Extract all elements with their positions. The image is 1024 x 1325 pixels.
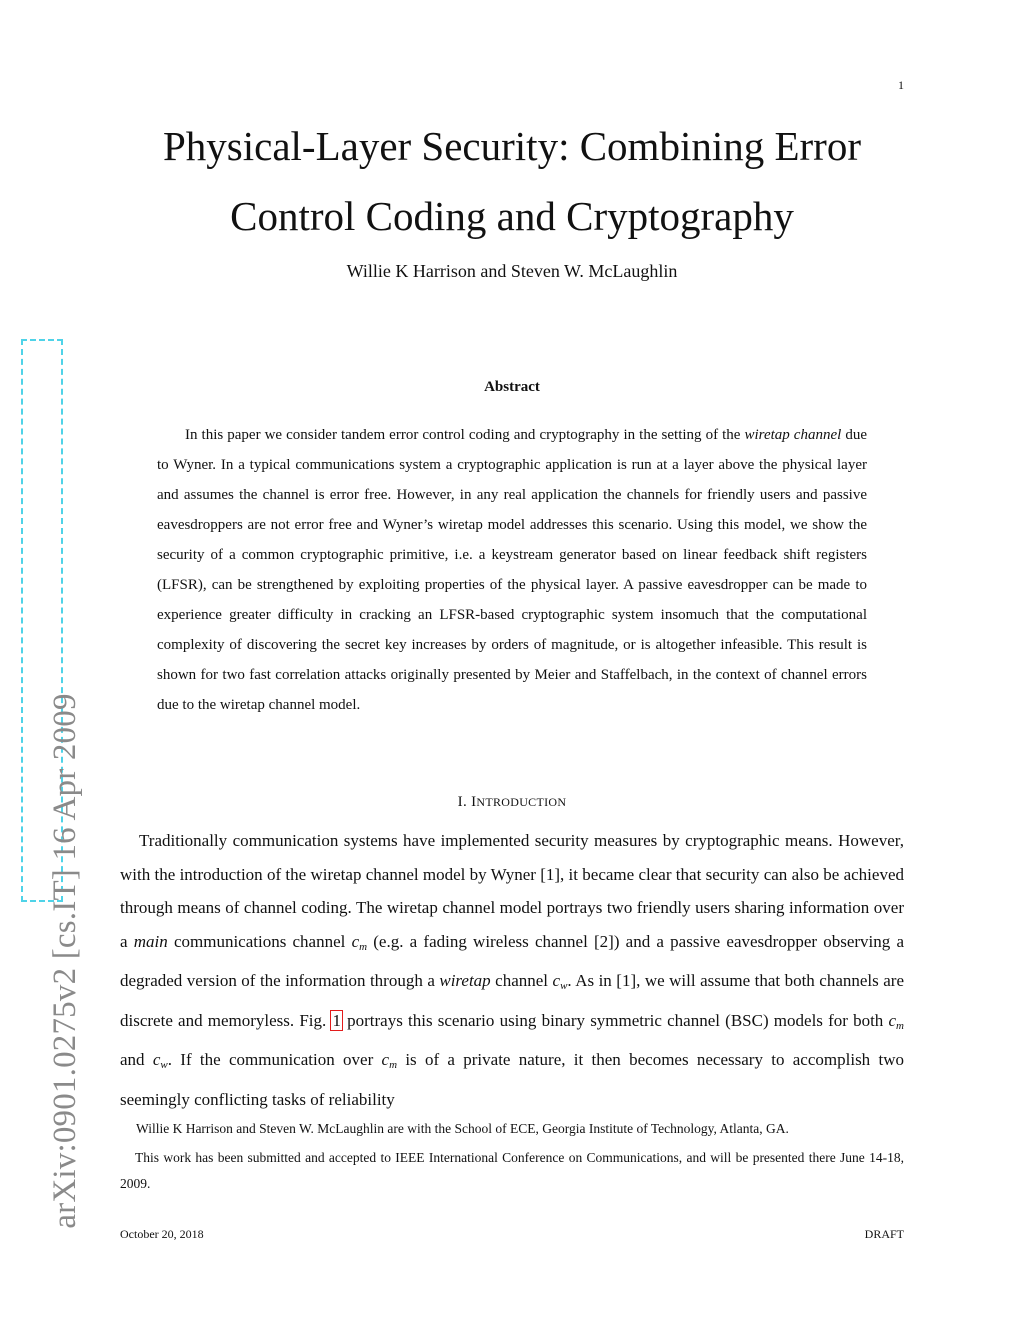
footer-date: October 20, 2018 (120, 1227, 204, 1241)
intro-text: (e.g. a fading wireless channel [2]) and a passive eavesdropper observing a degraded version of the information through a (120, 931, 905, 990)
abstract-heading: Abstract (484, 379, 540, 395)
abstract-text-rest: due to Wyner. In a typical communications system a cryptographic application is run at a layer above the physical layer and assumes the channel is error free. However, in any real application the channels for friendly users and passive eavesdroppers are not error free and Wyner’s wiretap model addresses this scenario. Using this model, we show the security of a common cryptographic primitive, i.e. a keystream generator based on linear feedback shift registers (LFSR), can be strengthened by exploiting properties of the physical layer. A passive eavesdropper can be made to experience greater difficulty in cracking an LFSR-based cryptographic system insomuch that the computational complexity of discovering the secret key increases by orders of magnitude, or is altogether infeasible. This result is shown for two fast correlation attacks originally presented by Meier and Staffelbach, in the context of channel errors due to the wiretap channel model. (157, 427, 867, 713)
abstract-text-start: In this paper we consider tandem error control coding and cryptography in the setting of the (185, 427, 745, 443)
math-subscript: w (560, 980, 568, 992)
intro-wiretap-emphasis: wiretap (439, 971, 491, 990)
math-c-m (352, 932, 368, 951)
math-c-m (382, 1050, 398, 1069)
math-subscript: w (160, 1059, 168, 1071)
math-variable: c (888, 1010, 897, 1030)
intro-main-emphasis: main (133, 931, 168, 951)
footnote-submission: This work has been submitted and accepted to IEEE International Conference on Communications, and will be presented there June 14-18, 2009. (120, 1150, 904, 1191)
math-subscript: m (389, 1059, 398, 1071)
introduction-paragraph (120, 824, 904, 1116)
abstract-body (157, 420, 867, 720)
paper-title (120, 111, 904, 251)
page-number: 1 (898, 78, 904, 92)
intro-text: . If the communication over (167, 1050, 382, 1069)
section-title-smallcaps: NTRODUCTION (476, 795, 567, 809)
intro-text: and (120, 1050, 153, 1069)
arxiv-identifier-stamp[interactable] (21, 339, 83, 1229)
math-c-w (153, 1050, 168, 1069)
figure-reference-link[interactable]: 1 (332, 1010, 341, 1030)
author-list: Willie K Harrison and Steven W. McLaughlin (346, 261, 678, 281)
math-variable: c (552, 971, 561, 990)
math-subscript: m (359, 940, 368, 953)
intro-text: channel (490, 971, 553, 990)
intro-text: Traditionally communication systems have implemented security measures by cryptographic means. However, with the introduction of the wiretap channel model by Wyner [1], it became clear that security can also be achieved through means of channel coding. The wiretap channel model portrays two friendly users sharing information over a (120, 831, 904, 951)
math-c-w (553, 971, 568, 990)
math-variable: c (152, 1050, 161, 1069)
footer-draft-label: DRAFT (864, 1227, 904, 1241)
arxiv-identifier-text: arXiv:0901.0275v2 [cs.IT] 16 Apr 2009 (47, 693, 83, 1229)
intro-text: . As in [1], we will assume that both channels are discrete and memoryless. Fig. (120, 971, 904, 1030)
section-number: I. (457, 794, 468, 810)
intro-text: portrays this scenario using binary symmetric channel (BSC) models for both (341, 1010, 889, 1030)
math-variable: c (351, 931, 360, 951)
footnote-affiliation: Willie K Harrison and Steven W. McLaughlin are with the School of ECE, Georgia Institute of Technology, Atlanta, GA. (136, 1121, 789, 1136)
math-c-m (889, 1011, 905, 1030)
intro-text: is of a private nature, it then becomes necessary to accomplish two seemingly conflicting tasks of reliability (120, 1050, 904, 1109)
section-title-initial: I (471, 794, 477, 810)
abstract-wiretap-channel-emphasis: wiretap channel (744, 427, 842, 443)
math-subscript: m (896, 1019, 904, 1032)
title-line-2: Control Coding and Cryptography (230, 193, 794, 239)
intro-text: communications channel (167, 931, 352, 951)
title-line-1: Physical-Layer Security: Combining Error (163, 123, 861, 169)
section-heading-introduction (120, 791, 904, 813)
math-variable: c (381, 1050, 390, 1069)
